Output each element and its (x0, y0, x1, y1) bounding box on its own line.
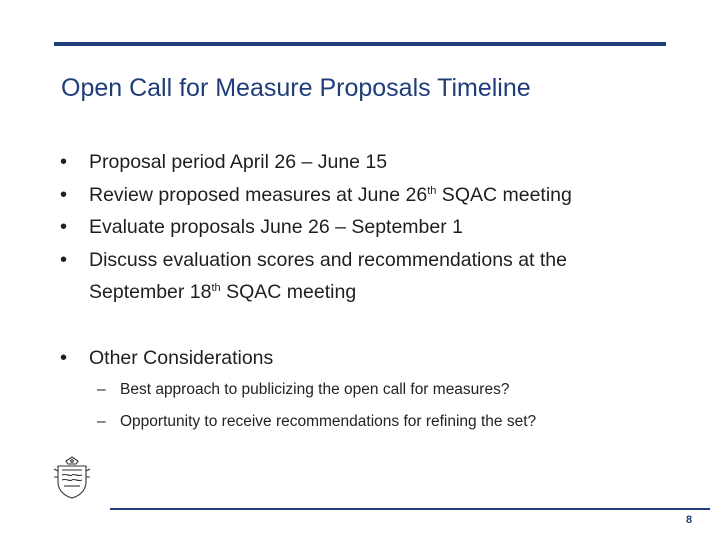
other-considerations-heading: Other Considerations (89, 347, 274, 369)
list-item (60, 179, 660, 212)
sub-bullet-text: Opportunity to receive recommendations for refining the set? (120, 413, 537, 430)
list-item (60, 342, 660, 374)
dash-icon: – (97, 381, 106, 398)
ordinal-suffix: th (427, 184, 437, 197)
list-item (60, 211, 660, 244)
slide-title: Open Call for Measure Proposals Timeline (61, 74, 531, 102)
bullet-text: Discuss evaluation scores and recommendations at the (89, 248, 567, 271)
state-seal-icon (52, 455, 92, 499)
list-item (97, 406, 677, 438)
bullet-icon: • (60, 347, 68, 369)
bullet-text: Proposal period April 26 – June 15 (89, 151, 388, 173)
page-number: 8 (686, 514, 693, 526)
other-considerations-list (60, 342, 660, 374)
bullet-icon: • (60, 248, 68, 271)
ordinal-suffix: th (211, 282, 221, 294)
bullet-text: SQAC meeting (220, 281, 357, 303)
bullet-icon: • (60, 183, 68, 206)
list-item (60, 146, 660, 179)
list-item (60, 244, 660, 309)
dash-icon: – (97, 413, 106, 430)
top-divider (54, 42, 666, 46)
bullet-text-continuation (89, 276, 660, 308)
bullet-text: September 18 (89, 281, 212, 303)
bullet-text: Evaluate proposals June 26 – September 1 (89, 216, 463, 238)
sub-bullet-text: Best approach to publicizing the open call for measures? (120, 381, 510, 398)
list-item (97, 374, 677, 406)
sub-bullet-list (97, 374, 677, 438)
bullet-text: Review proposed measures at June 26 (89, 183, 428, 206)
bullet-text: SQAC meeting (436, 183, 572, 206)
timeline-bullet-list (60, 146, 660, 308)
bullet-icon: • (60, 151, 68, 173)
bottom-divider (110, 508, 710, 510)
bullet-icon: • (60, 216, 68, 238)
